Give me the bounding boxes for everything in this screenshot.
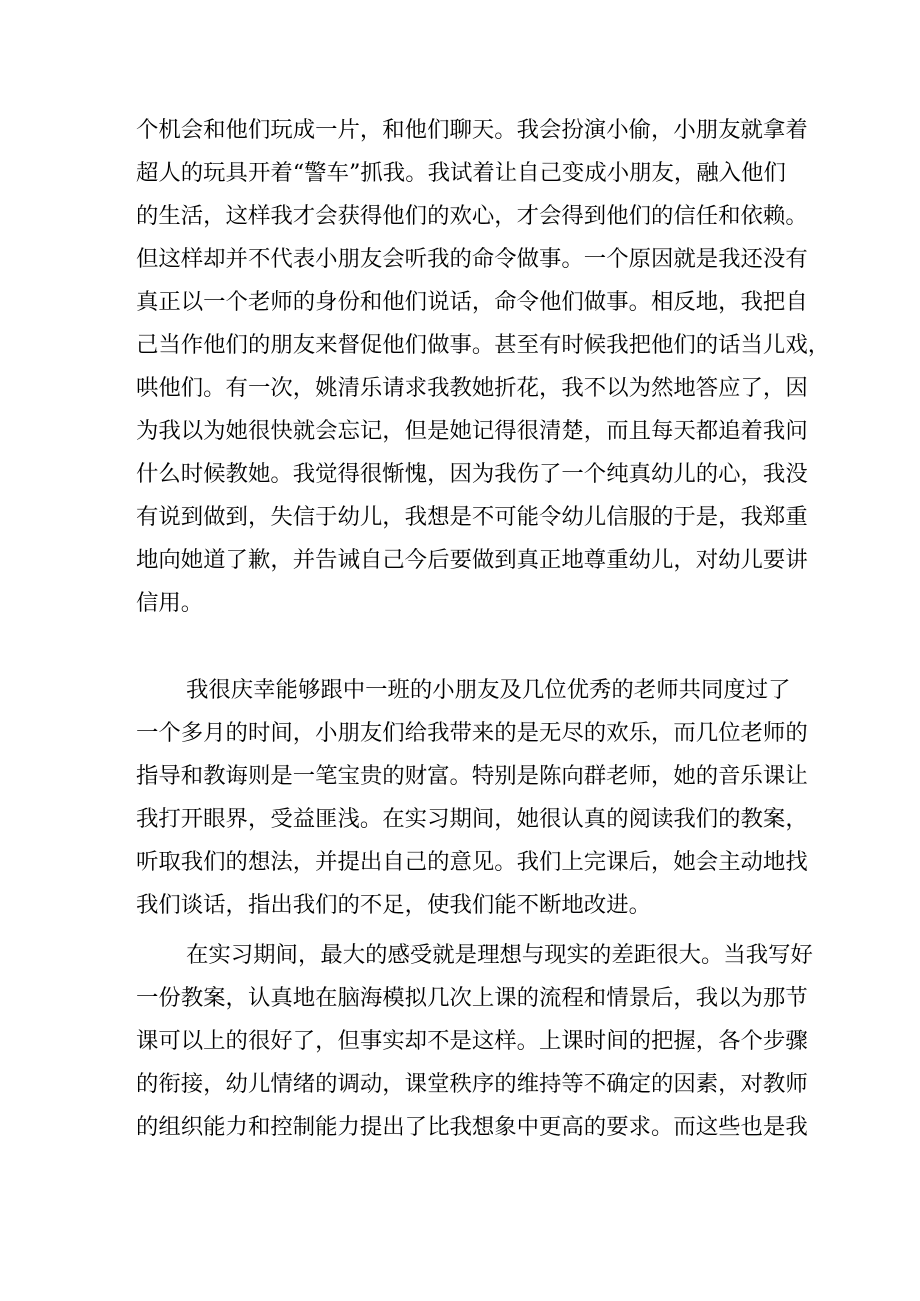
paragraph-1-line-9: 什么时候教她。我觉得很惭愧，因为我伤了一个纯真幼儿的心，我没: [136, 461, 808, 487]
paragraph-1-line-2: 超人的玩具开着“警车”抓我。我试着让自己变成小朋友，融入他们: [136, 160, 786, 186]
paragraph-1-line-11: 地向她道了歉，并告诫自己今后要做到真正地尊重幼儿，对幼儿要讲: [136, 547, 808, 573]
paragraph-1-line-1: 个机会和他们玩成一片，和他们聊天。我会扮演小偷，小朋友就拿着: [136, 117, 808, 143]
paragraph-2-line-4: 我打开眼界，受益匪浅。在实习期间，她很认真的阅读我们的教案，: [136, 806, 808, 832]
paragraph-1-line-7: 哄他们。有一次，姚清乐请求我教她折花，我不以为然地答应了，因: [136, 375, 808, 401]
paragraph-2-line-5: 听取我们的想法，并提出自己的意见。我们上完课后，她会主动地找: [136, 849, 808, 875]
paragraph-1-line-5: 真正以一个老师的身份和他们说话，命令他们做事。相反地，我把自: [136, 289, 808, 315]
paragraph-1-line-6: 己当作他们的朋友来督促他们做事。甚至有时候我把他们的话当儿戏，: [136, 332, 831, 358]
paragraph-2-line-6: 我们谈话，指出我们的不足，使我们能不断地改进。: [136, 892, 651, 918]
paragraph-3-line-5: 的组织能力和控制能力提出了比我想象中更高的要求。而这些也是我: [136, 1114, 808, 1140]
paragraph-2-line-2: 一个多月的时间，小朋友们给我带来的是无尽的欢乐，而几位老师的: [136, 720, 808, 746]
paragraph-3-line-1: 在实习期间，最大的感受就是理想与现实的差距很大。当我写好: [186, 942, 813, 968]
paragraph-1-line-12: 信用。: [136, 590, 204, 616]
paragraph-3-line-4: 的衔接，幼儿情绪的调动，课堂秩序的维持等不确定的因素，对教师: [136, 1071, 808, 1097]
paragraph-1-line-3: 的生活，这样我才会获得他们的欢心，才会得到他们的信任和依赖。: [136, 203, 808, 229]
paragraph-3-line-2: 一份教案，认真地在脑海模拟几次上课的流程和情景后，我以为那节: [136, 985, 808, 1011]
paragraph-1-line-4: 但这样却并不代表小朋友会听我的命令做事。一个原因就是我还没有: [136, 246, 808, 272]
paragraph-1-line-10: 有说到做到，失信于幼儿，我想是不可能令幼儿信服的于是，我郑重: [136, 504, 808, 530]
paragraph-1-line-8: 为我以为她很快就会忘记，但是她记得很清楚，而且每天都追着我问: [136, 418, 808, 444]
paragraph-2-line-3: 指导和教诲则是一笔宝贵的财富。特别是陈向群老师，她的音乐课让: [136, 763, 808, 789]
paragraph-2-line-1: 我很庆幸能够跟中一班的小朋友及几位优秀的老师共同度过了: [186, 677, 791, 703]
paragraph-3-line-3: 课可以上的很好了，但事实却不是这样。上课时间的把握，各个步骤: [136, 1028, 808, 1054]
